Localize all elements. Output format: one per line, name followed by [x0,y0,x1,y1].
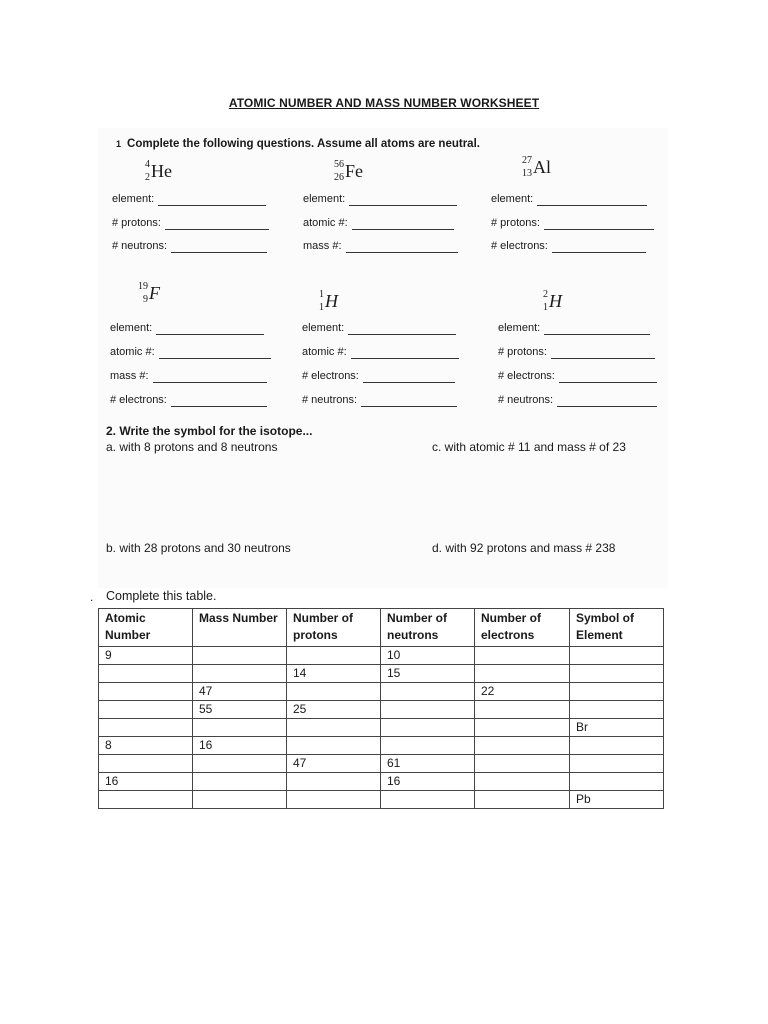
table-cell[interactable] [570,683,664,701]
answer-blank[interactable] [159,348,271,359]
table-row [99,773,664,791]
table-cell[interactable] [381,701,475,719]
table-cell[interactable] [381,737,475,755]
answer-field [498,346,655,359]
atomic-number: 13 [522,168,532,179]
answer-field [112,240,267,253]
table-row [99,701,664,719]
table-cell[interactable]: Pb [570,791,664,809]
answer-field [302,322,456,335]
field-label: # electrons: [302,370,359,382]
table-cell[interactable] [99,683,193,701]
answer-blank[interactable] [559,372,657,383]
question-2-item-c: c. with atomic # 11 and mass # of 23 [432,440,626,454]
table-cell[interactable] [287,737,381,755]
column-header: Atomic Number [99,609,193,647]
table-cell[interactable] [99,701,193,719]
isotope-table [98,608,664,809]
mass-number: 2 [543,289,548,300]
table-cell[interactable] [287,647,381,665]
table-row [99,737,664,755]
question-2-item-d: d. with 92 protons and mass # 238 [432,541,616,555]
table-cell[interactable]: Br [570,719,664,737]
field-label: # neutrons: [302,394,358,406]
table-cell[interactable] [381,791,475,809]
answer-field [498,322,650,335]
answer-blank[interactable] [346,242,458,253]
table-cell[interactable]: 47 [287,755,381,773]
table-cell[interactable]: 61 [381,755,475,773]
field-label: mass #: [303,240,342,252]
field-label: element: [110,322,153,334]
table-row [99,647,664,665]
atomic-number: 1 [543,302,548,313]
answer-blank[interactable] [348,324,456,335]
table-row [99,755,664,773]
table-cell[interactable] [475,755,570,773]
column-header: Number of neutrons [381,609,475,647]
field-label: mass #: [110,370,149,382]
answer-field [303,193,457,206]
table-cell[interactable] [287,683,381,701]
answer-field [110,322,264,335]
table-cell[interactable]: 15 [381,665,475,683]
table-cell[interactable] [287,791,381,809]
table-cell[interactable]: 8 [99,737,193,755]
column-header: Number of protons [287,609,381,647]
answer-blank[interactable] [557,396,657,407]
field-label: # protons: [498,346,547,358]
field-label: # protons: [491,217,540,229]
table-cell[interactable] [475,737,570,755]
table-cell[interactable]: 16 [193,737,287,755]
table-cell[interactable] [570,665,664,683]
atomic-number: 9 [143,294,148,305]
field-label: # neutrons: [498,394,554,406]
table-row [99,719,664,737]
table-cell[interactable]: 16 [99,773,193,791]
field-label: # neutrons: [112,240,168,252]
mass-number: 27 [522,155,532,166]
table-cell[interactable] [193,755,287,773]
table-row [99,683,664,701]
field-label: element: [491,193,534,205]
table-cell[interactable] [570,755,664,773]
table-cell[interactable]: 55 [193,701,287,719]
answer-field [491,240,646,253]
answer-blank[interactable] [551,348,655,359]
table-cell[interactable] [475,701,570,719]
answer-blank[interactable] [544,219,654,230]
table-cell[interactable]: 14 [287,665,381,683]
table-row [99,665,664,683]
element-symbol: He [151,161,172,181]
table-cell[interactable] [99,791,193,809]
table-cell[interactable] [193,773,287,791]
table-cell[interactable] [99,719,193,737]
answer-field [302,394,457,407]
answer-field [491,193,647,206]
table-cell[interactable] [193,719,287,737]
table-row [99,791,664,809]
table-cell[interactable] [475,665,570,683]
answer-field [491,217,654,230]
answer-field [498,370,657,383]
mass-number: 4 [145,159,150,170]
answer-blank[interactable] [158,195,266,206]
field-label: # electrons: [491,240,548,252]
table-cell[interactable]: 22 [475,683,570,701]
answer-field [302,370,455,383]
answer-blank[interactable] [351,348,459,359]
mass-number: 19 [138,281,148,292]
field-label: # protons: [112,217,161,229]
field-label: element: [498,322,541,334]
column-header: Symbol of Element [570,609,664,647]
field-label: # electrons: [110,394,167,406]
answer-field [110,394,267,407]
mass-number: 1 [319,289,324,300]
table-cell[interactable] [193,647,287,665]
table-cell[interactable] [475,791,570,809]
worksheet-title: ATOMIC NUMBER AND MASS NUMBER WORKSHEET [228,96,540,110]
answer-blank[interactable] [171,242,267,253]
atomic-number: 1 [319,302,324,313]
question-3-heading: Complete this table. [106,589,217,603]
table-cell[interactable] [193,665,287,683]
answer-field [110,346,271,359]
table-cell[interactable] [99,665,193,683]
question-2-heading: 2. Write the symbol for the isotope... [106,424,313,438]
answer-blank[interactable] [352,219,454,230]
answer-field [303,217,454,230]
table-cell[interactable] [570,737,664,755]
mass-number: 56 [334,159,344,170]
atomic-number: 2 [145,172,150,183]
column-header: Mass Number [193,609,287,647]
question-1-instruction [116,138,480,150]
element-symbol: H [549,291,562,311]
table-cell[interactable]: 10 [381,647,475,665]
table-cell[interactable]: 9 [99,647,193,665]
field-label: element: [112,193,155,205]
table-cell[interactable] [287,719,381,737]
answer-field [302,346,459,359]
answer-field [112,217,269,230]
field-label: atomic #: [302,346,347,358]
table-cell[interactable] [381,683,475,701]
table-cell[interactable] [570,773,664,791]
field-label: # electrons: [498,370,555,382]
table-cell[interactable]: 47 [193,683,287,701]
answer-blank[interactable] [363,372,455,383]
table-cell[interactable] [570,701,664,719]
table-cell[interactable] [475,719,570,737]
table-cell[interactable] [475,773,570,791]
answer-field [498,394,657,407]
field-label: element: [302,322,345,334]
atomic-number: 26 [334,172,344,183]
column-header: Number of electrons [475,609,570,647]
element-symbol: Al [533,157,551,177]
question-2-item-b: b. with 28 protons and 30 neutrons [106,541,291,555]
question-2-item-a: a. with 8 protons and 8 neutrons [106,440,278,454]
question-3-bullet: . [90,590,94,604]
answer-blank[interactable] [361,396,457,407]
table-cell[interactable] [287,773,381,791]
table-cell[interactable]: 25 [287,701,381,719]
answer-blank[interactable] [552,242,646,253]
answer-field [112,193,266,206]
question-1-text: Complete the following questions. Assume all atoms are neutral. [127,138,480,150]
table-cell[interactable] [381,719,475,737]
field-label: atomic #: [303,217,348,229]
answer-blank[interactable] [537,195,647,206]
answer-field [303,240,458,253]
element-symbol: Fe [345,161,363,181]
answer-blank[interactable] [349,195,457,206]
element-symbol: H [325,291,338,311]
answer-blank[interactable] [171,396,267,407]
table-cell[interactable] [193,791,287,809]
answer-blank[interactable] [165,219,269,230]
table-cell[interactable] [475,647,570,665]
table-cell[interactable] [99,755,193,773]
element-symbol: F [149,283,160,303]
table-header-row [99,609,664,647]
field-label: atomic #: [110,346,155,358]
answer-blank[interactable] [544,324,650,335]
table-cell[interactable] [570,647,664,665]
answer-field [110,370,267,383]
answer-blank[interactable] [153,372,267,383]
answer-blank[interactable] [156,324,264,335]
table-cell[interactable]: 16 [381,773,475,791]
question-1-number: 1 [116,139,122,149]
field-label: element: [303,193,346,205]
